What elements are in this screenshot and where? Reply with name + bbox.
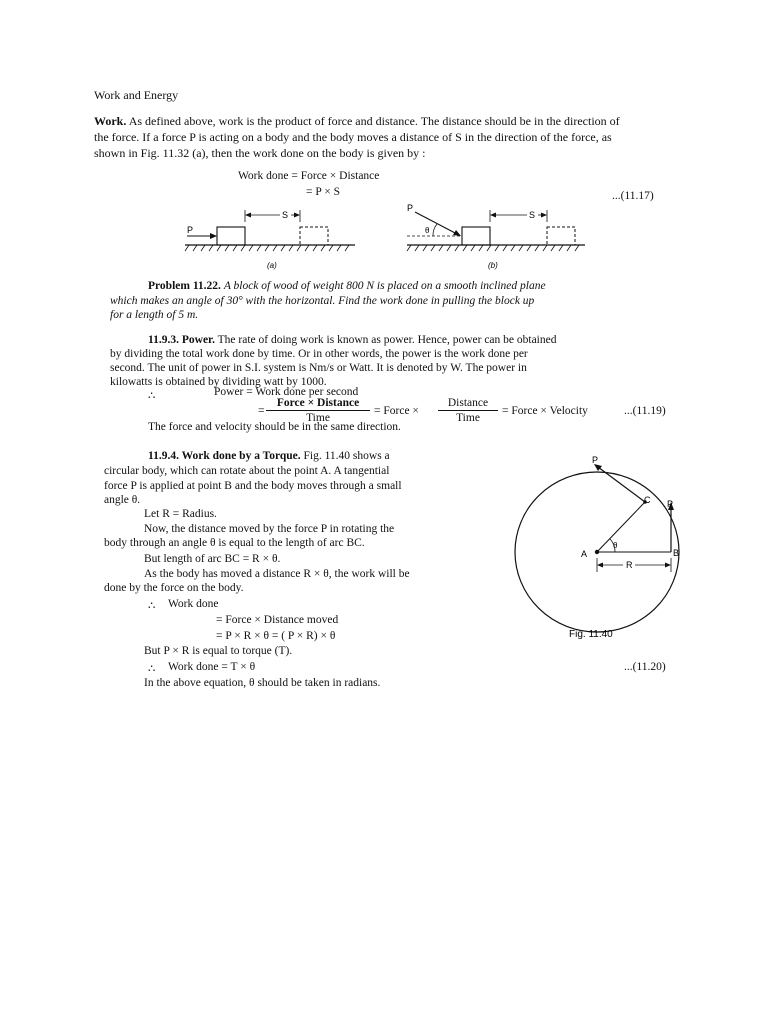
power-end: = Force × Velocity	[502, 405, 588, 417]
torque-therefore-1: ∴	[148, 600, 156, 612]
label-c: C	[644, 495, 651, 505]
radius-ac	[597, 502, 645, 552]
torque-line-2: circular body, which can rotate about the point A. A tangential	[104, 465, 390, 477]
equation-number-11-19: ...(11.19)	[624, 405, 666, 417]
work-equation-line-1: Work done = Force × Distance	[238, 170, 380, 182]
label-s-a: S	[282, 210, 289, 220]
work-paragraph-line-2: the force. If a force P is acting on a body and the body moves a distance of S in the direction of the force, as	[94, 130, 612, 144]
label-r: R	[626, 560, 633, 570]
torque-eq-2: = P × R × θ = ( P × R) × θ	[216, 630, 336, 642]
work-paragraph-line-3: shown in Fig. 11.32 (a), then the work done on the body is given by :	[94, 146, 426, 160]
torque-line-3: force P is applied at point B and the body moves through a small	[104, 480, 402, 492]
problem-line-2: which makes an angle of 30° with the horizontal. Find the work done in pulling the block up	[110, 295, 535, 307]
label-a: A	[581, 549, 588, 559]
power-line-3: second. The unit of power in S.I. system is Nm/s or Watt. It is denoted by W. The power in	[110, 362, 527, 374]
caption-b: (b)	[488, 261, 498, 270]
block-initial-b	[462, 227, 490, 245]
work-paragraph-line-1: Work. As defined above, work is the product of force and distance. The distance should be in the direction of	[94, 114, 620, 128]
label-p-a: P	[187, 225, 194, 235]
work-figure	[175, 200, 595, 275]
block-final	[300, 227, 328, 245]
figure-a	[185, 210, 355, 270]
label-theta-b: θ	[425, 226, 430, 235]
torque-work-done: Work done	[168, 598, 219, 610]
torque-line-11: But P × R is equal to torque (T).	[144, 645, 293, 657]
power-mid: = Force ×	[374, 405, 419, 417]
torque-line-6: Now, the distance moved by the force P in rotating the	[144, 523, 395, 535]
caption-a: (a)	[267, 261, 277, 270]
torque-work-done-eq: Work done = T × θ	[168, 661, 256, 673]
work-heading: Work.	[94, 114, 127, 128]
torque-line-4: angle θ.	[104, 494, 141, 506]
label-p-b: P	[407, 203, 414, 213]
power-note: The force and velocity should be in the same direction.	[148, 421, 401, 433]
torque-line-10: done by the force on the body.	[104, 582, 244, 594]
torque-line-7: body through an angle θ is equal to the length of arc BC.	[104, 537, 365, 549]
label-s-b: S	[529, 210, 536, 220]
power-heading: 11.9.3. Power.	[148, 334, 215, 346]
work-equation-line-2: = P × S	[306, 186, 340, 198]
document-title: Work and Energy	[94, 88, 179, 102]
power-line-2: by dividing the total work done by time. Or in other words, the power is the work done per	[110, 348, 528, 360]
torque-line-9: As the body has moved a distance R × θ, the work will be	[144, 568, 410, 580]
torque-line-12: In the above equation, θ should be taken in radians.	[144, 677, 381, 689]
torque-line-5: Let R = Radius.	[144, 508, 217, 520]
equation-number-11-17: ...(11.17)	[612, 190, 654, 202]
figure-caption: Fig. 11.40	[569, 629, 613, 640]
block-final-b	[547, 227, 575, 245]
block-initial	[217, 227, 245, 245]
torque-figure	[505, 450, 705, 640]
power-equation-line-1: Power = Work done per second	[214, 386, 359, 398]
power-equals: =	[258, 405, 265, 417]
fraction-distance-time: Distance Time	[438, 397, 498, 424]
therefore-symbol: ∴	[148, 390, 156, 402]
figure-b	[407, 203, 585, 270]
equation-number-11-20: ...(11.20)	[624, 661, 666, 673]
label-b: B	[673, 548, 680, 558]
fraction-force-distance: Force × Distance Time	[266, 397, 370, 424]
problem-line-3: for a length of 5 m.	[110, 309, 199, 321]
torque-eq-1: = Force × Distance moved	[216, 614, 339, 626]
torque-therefore-2: ∴	[148, 663, 156, 675]
problem-line-1: Problem 11.22. A block of wood of weight 800 N is placed on a smooth inclined plane	[148, 280, 546, 292]
power-line-4: kilowatts is obtained by dividing watt by 1000.	[110, 376, 327, 388]
force-p-tangent	[598, 467, 645, 502]
power-line-1: 11.9.3. Power. The rate of doing work is known as power. Hence, power can be obtained	[148, 334, 557, 346]
torque-line-8: But length of arc BC = R × θ.	[144, 553, 281, 565]
label-p-top: P	[592, 455, 599, 465]
torque-heading: 11.9.4. Work done by a Torque.	[148, 450, 301, 462]
torque-line-1: 11.9.4. Work done by a Torque. Fig. 11.40 shows a	[148, 450, 390, 462]
label-p-right: P	[667, 499, 674, 509]
problem-heading: Problem 11.22.	[148, 280, 221, 292]
theta-label: θ	[613, 541, 618, 550]
